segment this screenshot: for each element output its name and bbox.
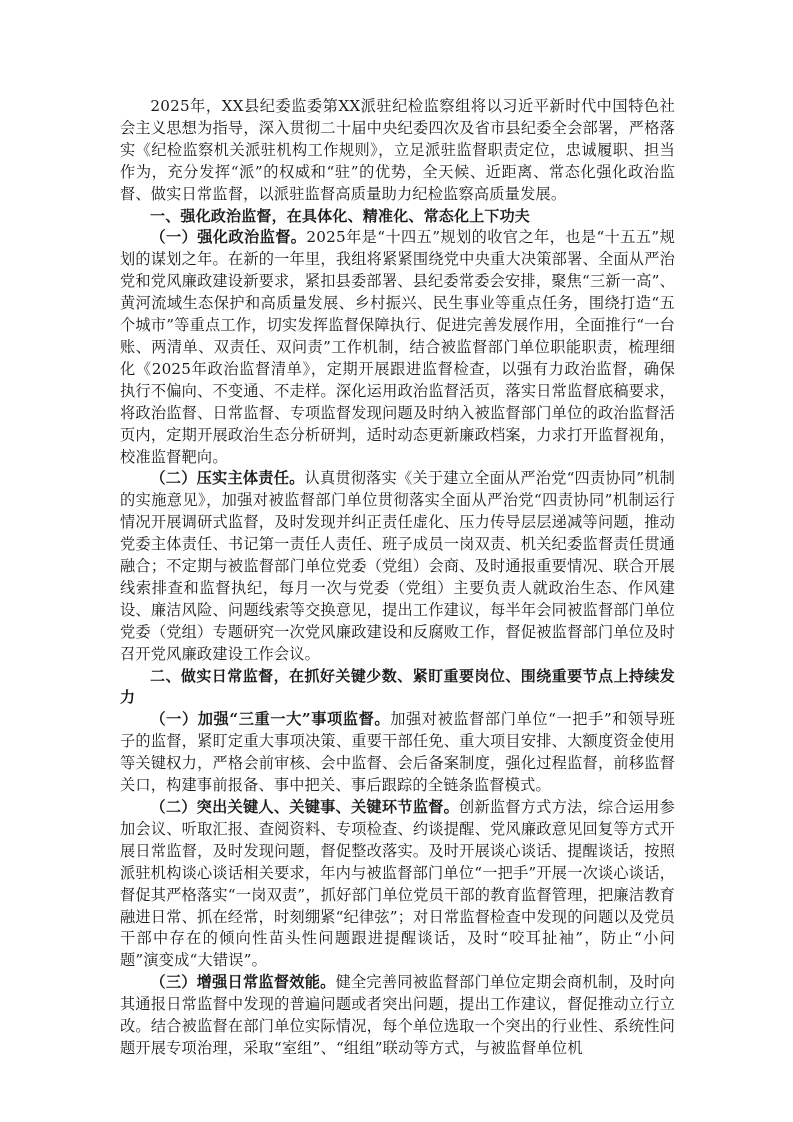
section-2-item-3 xyxy=(120,972,675,1060)
section-2-heading: 二、做实日常监督，在抓好关键少数、紧盯重要岗位、围绕重要节点上持续发力 xyxy=(120,666,675,707)
section-1-heading: 一、强化政治监督，在具体化、精准化、常态化上下功夫 xyxy=(150,206,531,225)
section-2-item-1-body: 加强对被监督部门单位“一把手”和领导班子的监督，紧盯定重大事项决策、重要干部任免、重大项目安排、大额度资金使用等关键权力，严格会前审核、会中监督、会后备案制度，强化过程监督，前移监督关口，构建事前报备、事中把关、事后跟踪的全链条监督模式。 xyxy=(120,710,675,795)
section-1-item-2-body: 认真贯彻落实《关于建立全面从严治党“四责协同”机制的实施意见》，加强对被监督部门单位贯彻落实全面从严治党“四责协同”机制运行情况开展调研式监督，及时发现并纠正责任虚化、压力传导层层递减等问题，推动党委主体责任、书记第一责任人责任、班子成员一岗双责、机关纪委监督责任贯通融合；不定期与被监督部门单位党委（党组）会商、及时通报重要情况、联合开展线索排查和监督执纪，每月一次与党委（党组）主要负责人就政治生态、作风建设、廉洁风险、问题线索等交换意见，提出工作建议，每半年会同被监督部门单位党委（党组）专题研究一次党风廉政建设和反腐败工作，督促被监督部门单位及时召开党风廉政建设工作会议。 xyxy=(120,469,676,663)
section-1-item-1 xyxy=(120,227,675,468)
section-2-item-2 xyxy=(120,797,675,972)
section-1-item-1-body: 2025年是“十四五”规划的收官之年，也是“十五五”规划的谋划之年。在新的一年里，我组将紧紧围绕党中央重大决策部署、全面从严治党和党风廉政建设新要求，紧扣县委部署、县纪委常委会安排，聚焦“三新一高”、黄河流域生态保护和高质量发展、乡村振兴、民生事业等重点任务，围绕打造“五个城市”等重点工作，切实发挥监督保障执行、促进完善发展作用，全面推行“一台账、两清单、双责任、双问责”工作机制，结合被监督部门单位职能职责，梳理细化《2025年政治监督清单》，定期开展跟进监督检查，以强有力政治监督，确保执行不偏向、不变通、不走样。深化运用政治监督活页，落实日常监督底稿要求，将政治监督、日常监督、专项监督发现问题及时纳入被监督部门单位的政治监督活页内，定期开展政治生态分析研判，适时动态更新廉政档案，力求打开监督视角，校准监督靶向。 xyxy=(120,228,675,466)
section-1-item-1-lead: （一）强化政治监督。 xyxy=(150,228,307,247)
section-2-item-1-lead: （一）加强“三重一大”事项监督。 xyxy=(150,710,391,729)
section-2-item-1 xyxy=(120,709,675,797)
section-2-item-2-lead: （二）突出关键人、关键事、关键环节监督。 xyxy=(150,798,460,816)
document-page xyxy=(120,96,675,1060)
section-2-item-3-body: 健全完善同被监督部门单位定期会商机制，及时向其通报日常监督中发现的普遍问题或者突出问题，提出工作建议，督促推动立行立改。结合被监督在部门单位实际情况，每个单位选取一个突出的行业性、系统性问题开展专项治理，采取“室组”、“组组”联动等方式，与被监督单位机 xyxy=(120,973,675,1057)
section-1-item-2 xyxy=(120,468,675,665)
section-2-item-3-lead: （三）增强日常监督效能。 xyxy=(150,973,336,992)
intro-paragraph: 2025年，XX县纪委监委第XX派驻纪检监察组将以习近平新时代中国特色社会主义思想为指导，深入贯彻二十届中央纪委四次及省市县纪委全会部署，严格落实《纪检监察机关派驻机构工作规则》，立足派驻监督职责定位，忠诚履职、担当作为，充分发挥“派”的权威和“驻”的优势，全天候、近距离、常态化强化政治监督、做实日常监督，以派驻监督高质量助力纪检监察高质量发展。 xyxy=(120,97,675,203)
section-2-item-2-body: 创新监督方式方法，综合运用参加会议、听取汇报、查阅资料、专项检查、约谈提醒、党风廉政意见回复等方式开展日常监督，及时发现问题，督促整改落实。及时开展谈心谈话、提醒谈话，按照派驻机构谈心谈话相关要求，年内与被监督部门单位“一把手”开展一次谈心谈话，督促其严格落实“一岗双责”，抓好部门单位党员干部的教育监督管理，把廉洁教育融进日常、抓在经常，时刻绷紧“纪律弦”；对日常监督检查中发现的问题以及党员干部中存在的倾向性苗头性问题跟进提醒谈话，及时“咬耳扯袖”，防止“小问题”演变成“大错误”。 xyxy=(120,798,676,970)
section-1-item-2-lead: （二）压实主体责任。 xyxy=(150,469,305,488)
